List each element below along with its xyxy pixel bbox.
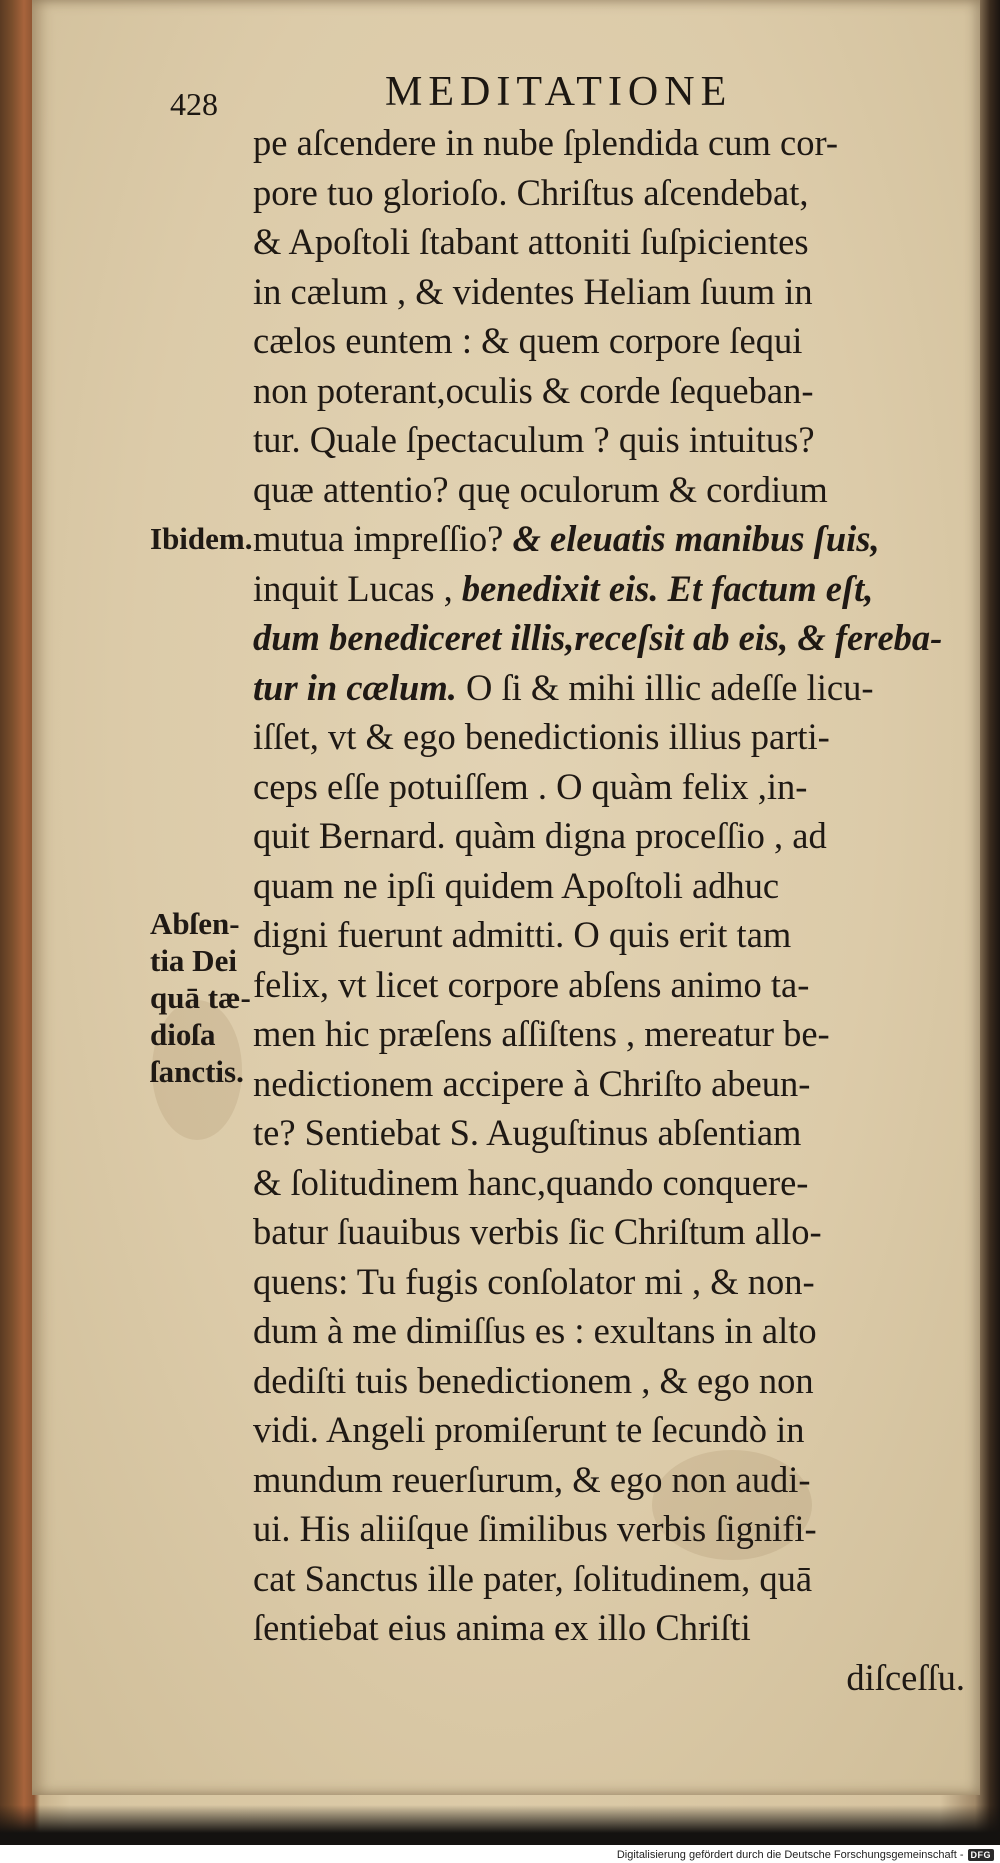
- italic-quote: & eleuatis manibus ſuis,: [512, 518, 880, 559]
- text-segment: O ſi & mihi illic adeſſe licu-: [465, 666, 874, 708]
- margin-note-line: ſanctis.: [150, 1054, 244, 1089]
- text-line: nedictionem accipere à Chriſto abeun-: [253, 1062, 811, 1104]
- page-number: 428: [170, 86, 218, 122]
- text-line: quens: Tu fugis conſolator mi , & non-: [253, 1260, 815, 1302]
- margin-note-ibidem: Ibidem.: [150, 521, 253, 556]
- text-line: in cælum , & videntes Heliam ſuum in: [253, 270, 813, 312]
- text-line: ceps eſſe potuiſſem . O quàm felix ,in-: [253, 765, 808, 807]
- text-line: vidi. Angeli promiſerunt te ſecundò in: [253, 1409, 805, 1450]
- dfg-logo: DFG: [968, 1849, 995, 1861]
- margin-note-line: dioſa: [150, 1017, 216, 1052]
- text-line: cat Sanctus ille pater, ſolitudinem, quā: [253, 1557, 813, 1599]
- text-line: ui. His aliiſque ſimilibus verbis ſignifi-: [253, 1508, 817, 1549]
- text-line: [253, 564, 965, 614]
- italic-quote: & fereba-: [797, 617, 943, 658]
- text-line: te? Sentiebat S. Auguſtinus abſentiam: [253, 1112, 802, 1153]
- digitization-credit: [617, 1846, 994, 1863]
- italic-quote: benedixit eis. Et factum eſt,: [461, 567, 874, 609]
- text-line: non poterant,oculis & corde ſequeban-: [253, 369, 814, 411]
- text-line: tur. Quale ſpectaculum ? quis intuitus?: [253, 419, 815, 460]
- text-line: quam ne ipſi quidem Apoſtoli adhuc: [253, 864, 780, 906]
- credit-text: Digitalisierung gefördert durch die Deutsche Forschungsgemeinschaft -: [616, 1848, 964, 1861]
- text-segment: inquit Lucas ,: [253, 567, 453, 609]
- text-line: [253, 663, 965, 713]
- text-line: iſſet, vt & ego benedictionis illius parti-: [253, 716, 830, 757]
- text-line: batur ſuauibus verbis ſic Chriſtum allo-: [253, 1211, 822, 1252]
- italic-quote: dum benediceret illis,receſsit ab eis,: [253, 617, 789, 658]
- italic-quote: tur in cælum.: [253, 666, 457, 708]
- text-line: quit Bernard. quàm digna proceſſio , ad: [253, 815, 827, 856]
- margin-note-line: tia Dei: [150, 943, 237, 978]
- text-segment: mutua impreſſio?: [253, 518, 504, 559]
- margin-note-absentia: [150, 905, 251, 1090]
- text-line: pore tuo glorioſo. Chriſtus aſcendebat,: [253, 171, 809, 213]
- text-line: & Apoſtoli ſtabant attoniti ſuſpicientes: [253, 221, 809, 262]
- text-line: pe aſcendere in nube ſplendida cum cor-: [253, 122, 839, 163]
- text-line: cælos euntem : & quem corpore ſequi: [253, 320, 803, 361]
- margin-note-line: quā tæ-: [150, 980, 251, 1015]
- running-head: MEDITATIONE: [385, 69, 733, 115]
- page-header: [170, 64, 930, 124]
- text-line: dum à me dimiſſus es : exultans in alto: [253, 1310, 817, 1351]
- text-line: men hic præſens aſſiſtens , mereatur be-: [253, 1013, 830, 1054]
- text-line: quæ attentio? quę oculorum & cordium: [253, 468, 828, 510]
- text-line: digni fuerunt admitti. O quis erit tam: [253, 914, 792, 955]
- text-line: mundum reuerſurum, & ego non audi-: [253, 1458, 811, 1500]
- text-line-last: diſceſſu.: [846, 1656, 965, 1698]
- text-line: felix, vt licet corpore abſens animo ta-: [253, 963, 810, 1005]
- text-line: [253, 514, 965, 564]
- body-text: [253, 118, 965, 1702]
- text-line: ſentiebat eius anima ex illo Chriſti: [253, 1607, 751, 1648]
- text-line: dediſti tuis benedictionem , & ego non: [253, 1359, 814, 1401]
- text-line: [253, 613, 965, 663]
- margin-note-line: Abſen-: [150, 906, 240, 941]
- text-line: & ſolitudinem hanc,quando conquere-: [253, 1161, 809, 1203]
